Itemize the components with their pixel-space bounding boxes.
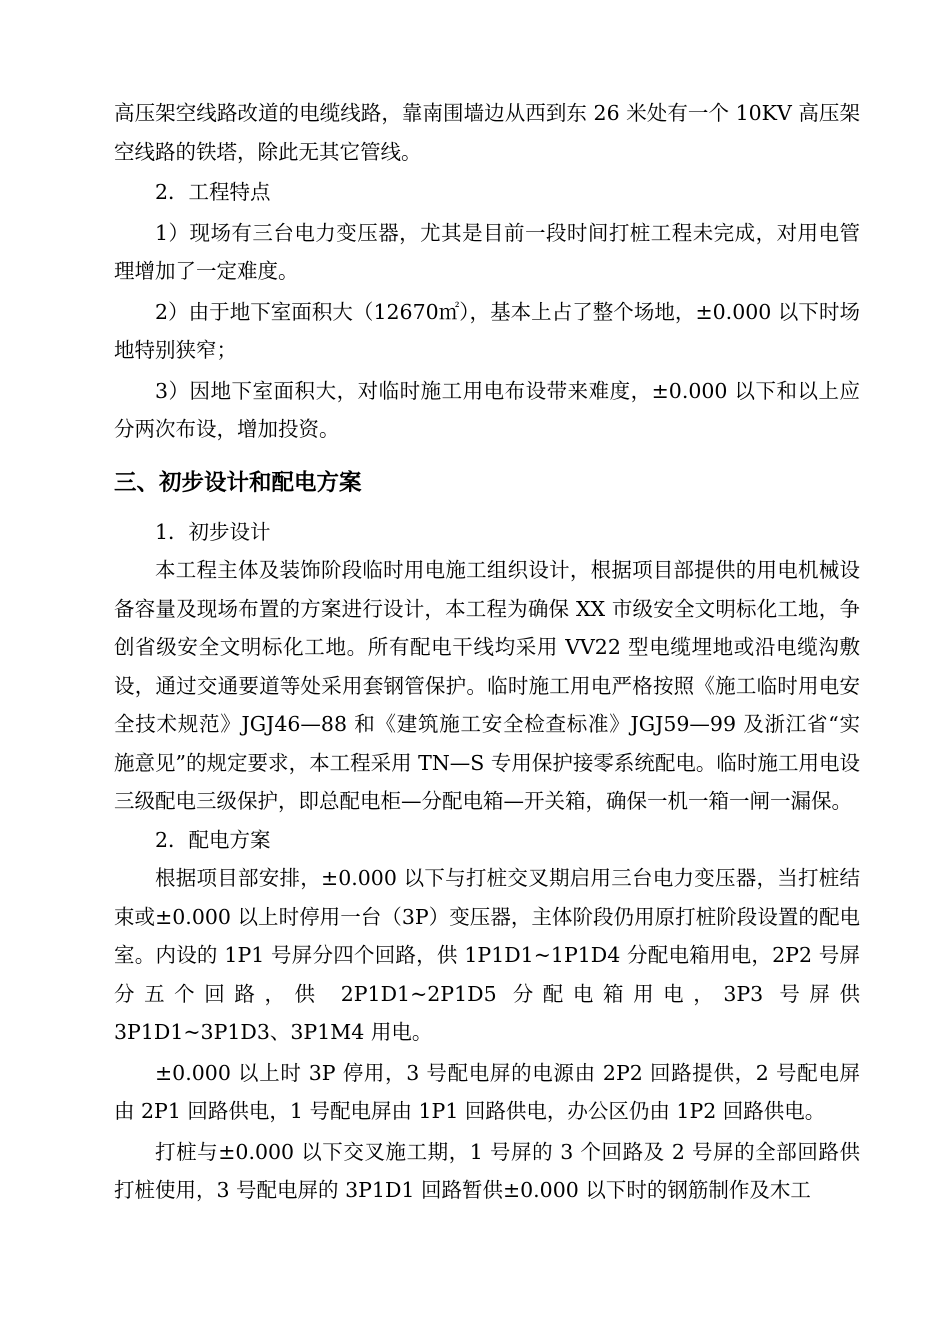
subheading-preliminary-design: 1．初步设计 <box>155 519 271 544</box>
subheading-project-features: 2．工程特点 <box>155 180 271 204</box>
document-page <box>114 94 860 1210</box>
plan-paragraph-1: 根据项目部安排，±0.000 以下与打桩交叉期启用三台电力变压器，当打桩结束或±0.000 以上时停用一台（3P）变压器，主体阶段仍用原打桩阶段设置的配电室。内设的 1P1 号屏分四个回路，供 1P1D1~1P1D4 分配电箱用电，2P2 号屏分五个回路，供 2P1D1~2P1D5 分配电箱用电，3P3 号屏供 3P1D1~3P1D3、3P1M4 用电。 <box>114 866 860 1044</box>
feature-item-2: 2）由于地下室面积大（12670㎡），基本上占了整个场地，±0.000 以下时场地特别狭窄； <box>114 299 860 362</box>
feature-item-3: 3）因地下室面积大，对临时施工用电布设带来难度，±0.000 以下和以上应分两次布设，增加投资。 <box>114 378 860 441</box>
subheading-distribution-plan: 2．配电方案 <box>155 827 271 852</box>
paragraph-line-routing: 高压架空线路改道的电缆线路，靠南围墙边从西到东 26 米处有一个 10KV 高压架空线路的铁塔，除此无其它管线。 <box>114 101 860 164</box>
feature-item-1: 1）现场有三台电力变压器，尤其是目前一段时间打桩工程未完成，对用电管理增加了一定难度。 <box>114 220 860 283</box>
section-heading: 三、初步设计和配电方案 <box>114 469 362 496</box>
plan-paragraph-2: ±0.000 以上时 3P 停用，3 号配电屏的电源由 2P2 回路提供，2 号配电屏由 2P1 回路供电，1 号配电屏由 1P1 回路供电，办公区仍由 1P2 回路供电。 <box>114 1060 860 1123</box>
design-paragraph: 本工程主体及装饰阶段临时用电施工组织设计，根据项目部提供的用电机械设备容量及现场布置的方案进行设计，本工程为确保 XX 市级安全文明标化工地，争创省级安全文明标化工地。所有配电干线均采用 VV22 型电缆埋地或沿电缆沟敷设，通过交通要道等处采用套钢管保护。临时施工用电严格按照《施工临时用电安全技术规范》JGJ46—88 和《建筑施工安全检查标准》JGJ59—99 及浙江省“实施意见”的规定要求，本工程采用 TN—S 专用保护接零系统配电。临时施工用电设三级配电三级保护，即总配电柜—分配电箱—开关箱，确保一机一箱一闸一漏保。 <box>114 558 860 813</box>
plan-paragraph-3: 打桩与±0.000 以下交叉施工期，1 号屏的 3 个回路及 2 号屏的全部回路供打桩使用，3 号配电屏的 3P1D1 回路暂供±0.000 以下时的钢筋制作及木工 <box>114 1139 860 1202</box>
